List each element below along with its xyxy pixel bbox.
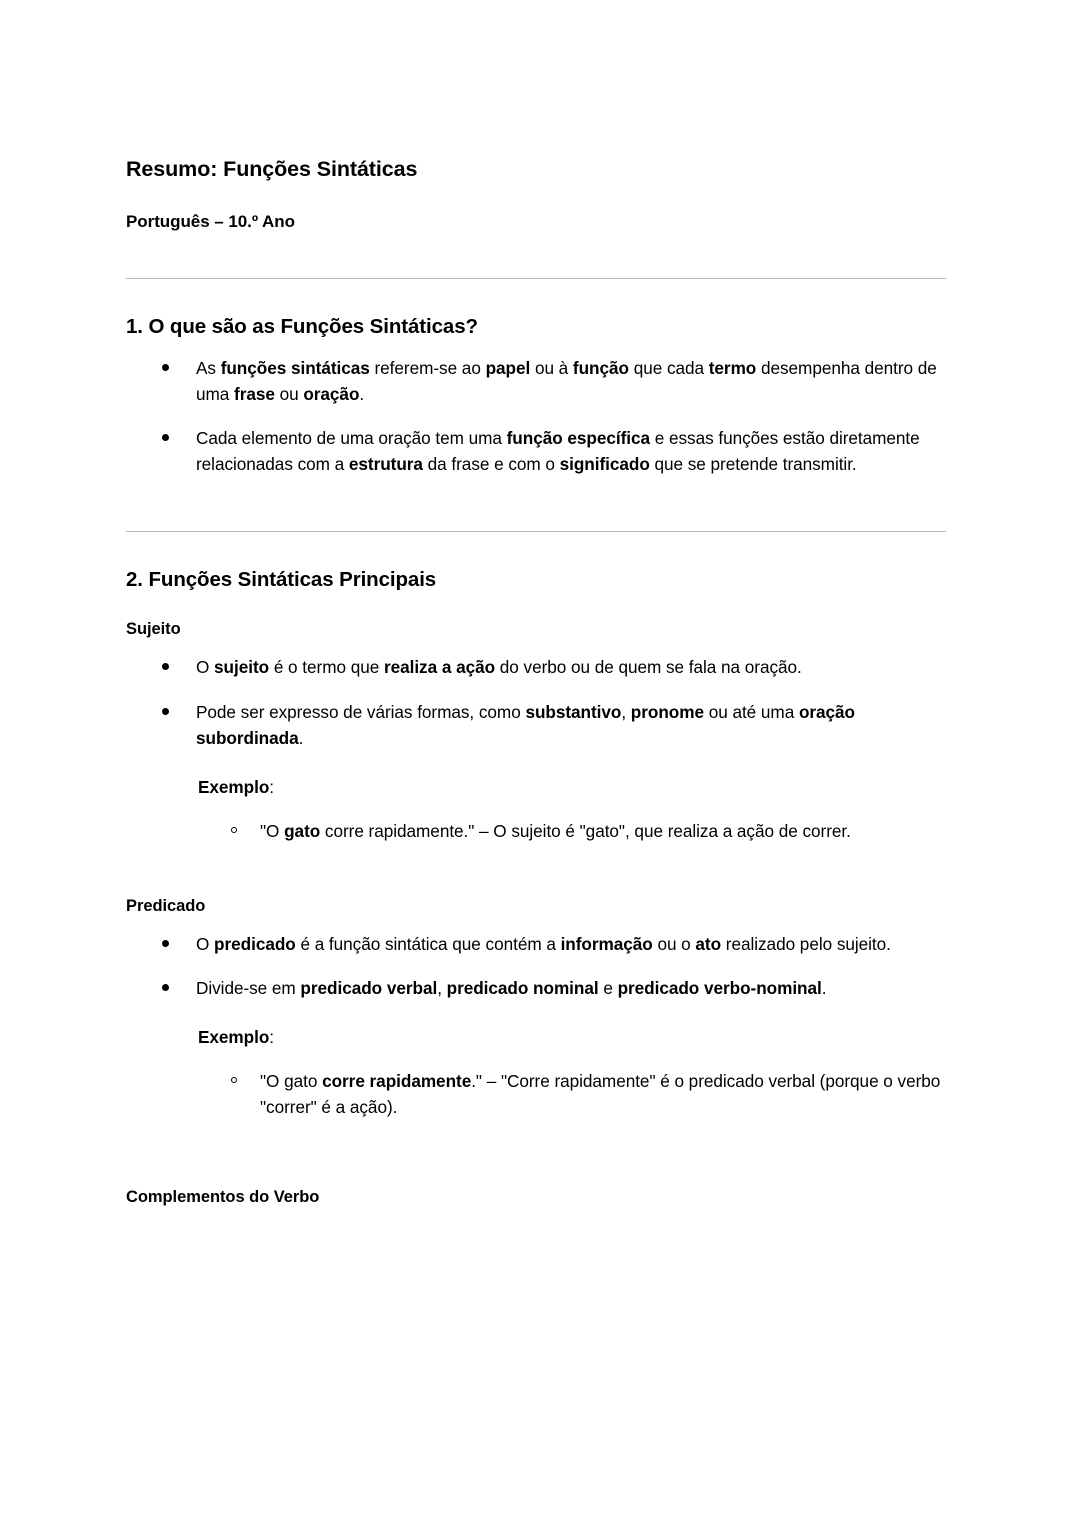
text-run: do verbo ou de quem se fala na oração. xyxy=(495,657,802,678)
text-run: , xyxy=(437,978,447,999)
text-run: . xyxy=(821,978,827,999)
text-run: Cada elemento de uma oração tem uma xyxy=(196,428,507,449)
text-run: ." – "Corre rapidamente" é o predicado verbal (porque o verbo "correr" é a ação). xyxy=(260,1071,941,1118)
list-item-text xyxy=(196,934,891,954)
example-label-predicado xyxy=(126,1001,946,1051)
subsection-heading-predicado: Predicado xyxy=(126,896,206,915)
subsection-heading-sujeito: Sujeito xyxy=(126,619,181,638)
text-run: corre rapidamente." – O sujeito é "gato", que realiza a ação de correr. xyxy=(320,820,851,841)
list-item xyxy=(126,975,946,1001)
example-label-text: Exemplo xyxy=(198,776,270,797)
circle-bullet-icon xyxy=(231,827,237,833)
text-run: Divide-se em xyxy=(196,978,301,999)
bold-run: pronome xyxy=(630,701,704,722)
example-list-item xyxy=(126,818,946,844)
bullet-list-section-1 xyxy=(126,341,946,478)
text-run: . xyxy=(359,383,365,404)
bold-run: predicado verbo-nominal xyxy=(617,978,822,999)
example-list-item-text xyxy=(260,821,851,841)
text-run: . xyxy=(298,727,304,748)
bold-run: informação xyxy=(560,934,653,955)
text-run: referem-se ao xyxy=(369,357,486,378)
bullet-list-predicado xyxy=(126,917,946,1001)
page-subtitle: Português – 10.º Ano xyxy=(126,211,295,231)
bold-run: ato xyxy=(695,934,722,955)
disc-bullet-icon xyxy=(162,364,169,371)
list-item xyxy=(126,425,946,477)
text-run: Pode ser expresso de várias formas, como xyxy=(196,701,526,722)
text-run: "O gato xyxy=(260,1071,323,1092)
spacer-complementos xyxy=(126,1121,946,1157)
disc-bullet-icon xyxy=(162,984,169,991)
bold-run: predicado xyxy=(214,934,296,955)
list-item-text xyxy=(196,702,855,748)
example-label-sujeito xyxy=(126,751,946,801)
list-item xyxy=(126,699,946,751)
disc-bullet-icon xyxy=(162,940,169,947)
spacer-predicado xyxy=(126,844,946,866)
text-run: O xyxy=(196,657,215,678)
text-run: ou à xyxy=(530,357,573,378)
text-run: , xyxy=(621,701,631,722)
list-item-text xyxy=(196,657,802,677)
disc-bullet-icon xyxy=(162,663,169,670)
bold-run: papel xyxy=(485,357,531,378)
disc-bullet-icon xyxy=(162,434,169,441)
example-label-colon: : xyxy=(269,1027,275,1048)
text-run: é o termo que xyxy=(269,657,384,678)
document-content xyxy=(126,0,946,1208)
bold-run: sujeito xyxy=(214,657,270,678)
text-run: As xyxy=(196,357,221,378)
bold-run: oração subordinada xyxy=(196,701,856,748)
bold-run: corre rapidamente xyxy=(322,1071,472,1092)
text-run: que cada xyxy=(628,357,709,378)
example-list-sujeito xyxy=(126,801,946,844)
bold-run: função específica xyxy=(506,428,651,449)
text-run: que se pretende transmitir. xyxy=(649,454,857,475)
bold-run: predicado nominal xyxy=(446,978,599,999)
bold-run: função xyxy=(572,357,629,378)
circle-bullet-icon xyxy=(231,1077,237,1083)
text-run: ou xyxy=(274,383,304,404)
bullet-list-sujeito xyxy=(126,640,946,750)
example-list-item xyxy=(126,1068,946,1120)
bold-run: termo xyxy=(708,357,757,378)
bold-run: predicado verbal xyxy=(300,978,438,999)
text-run: "O xyxy=(260,820,285,841)
bold-run: substantivo xyxy=(525,701,622,722)
list-item-text xyxy=(196,358,937,404)
text-run: e xyxy=(598,978,618,999)
example-label-text: Exemplo xyxy=(198,1027,270,1048)
list-item xyxy=(126,654,946,680)
text-run: da frase e com o xyxy=(422,454,560,475)
example-list-item-text xyxy=(260,1071,940,1117)
list-item xyxy=(126,931,946,957)
list-item xyxy=(126,355,946,407)
bold-run: oração xyxy=(303,383,360,404)
text-run: e essas funções estão diretamente relacionadas com a xyxy=(196,428,920,475)
text-run: desempenha dentro de uma xyxy=(196,357,937,404)
section-heading-1: 1. O que são as Funções Sintáticas? xyxy=(126,315,478,339)
section-heading-2: 2. Funções Sintáticas Principais xyxy=(126,568,437,592)
text-run: ou até uma xyxy=(703,701,799,722)
example-label-colon: : xyxy=(269,776,275,797)
bold-run: realiza a ação xyxy=(383,657,496,678)
page-title: Resumo: Funções Sintáticas xyxy=(126,157,418,181)
disc-bullet-icon xyxy=(162,708,169,715)
list-item-text xyxy=(196,428,920,474)
text-run: realizado pelo sujeito. xyxy=(721,934,891,955)
bold-run: significado xyxy=(559,454,650,475)
bold-run: frase xyxy=(234,383,275,404)
example-list-predicado xyxy=(126,1051,946,1120)
bold-run: estrutura xyxy=(348,454,423,475)
subsection-heading-complementos-do-verbo: Complementos do Verbo xyxy=(126,1187,320,1206)
text-run: ou o xyxy=(652,934,696,955)
text-run: O xyxy=(196,934,215,955)
bold-run: funções sintáticas xyxy=(220,357,370,378)
bold-run: gato xyxy=(284,820,321,841)
list-item-text xyxy=(196,978,826,998)
text-run: é a função sintática que contém a xyxy=(295,934,561,955)
